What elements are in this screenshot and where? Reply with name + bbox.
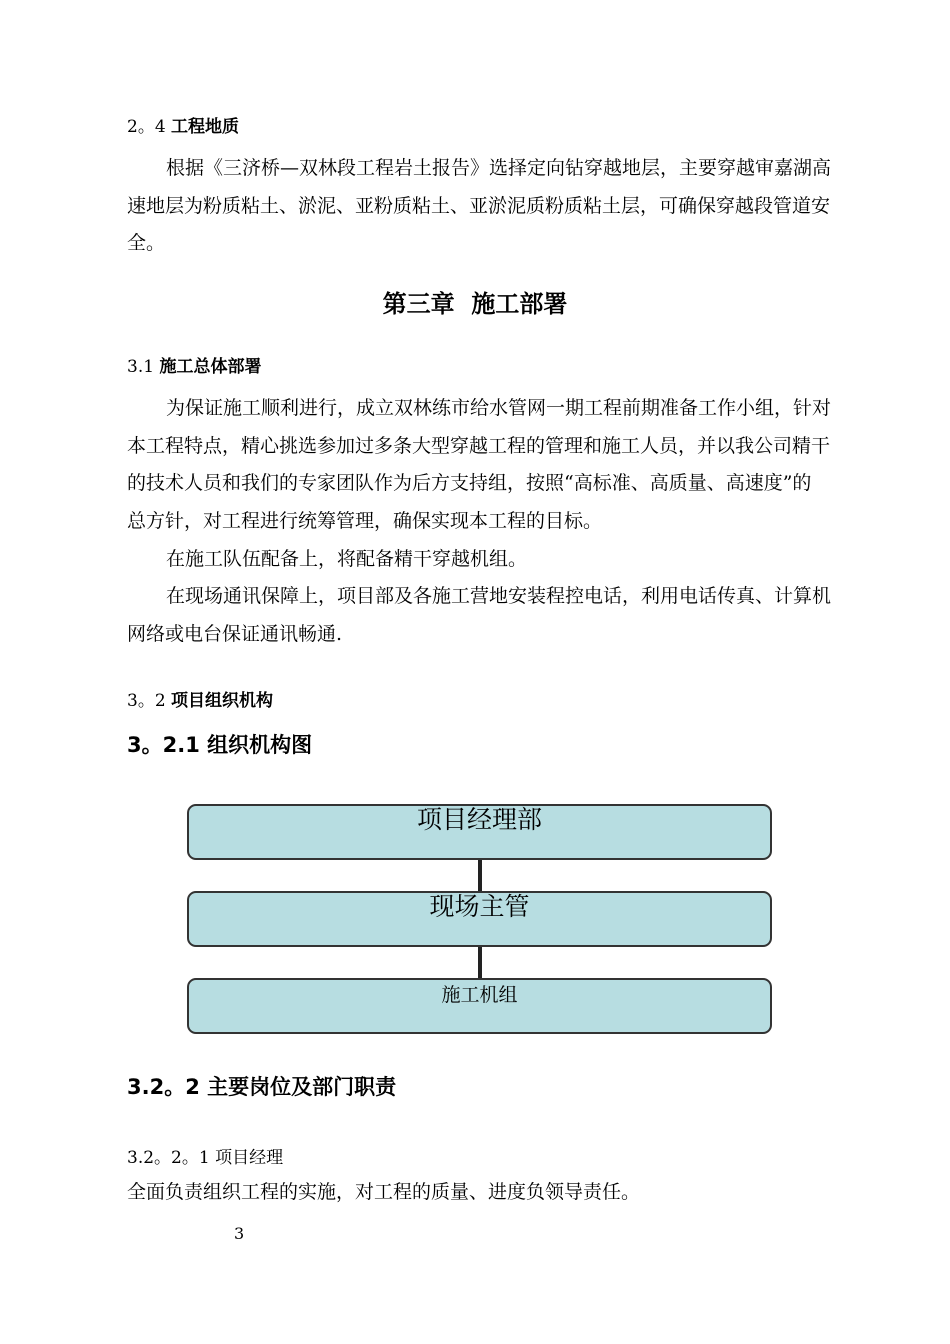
subsection-heading-3-2-2: 3.2。2 主要岗位及部门职责: [127, 1075, 397, 1099]
subsection-heading-3-2-2-1: 3.2。2。1 项目经理: [127, 1148, 284, 1168]
section-title: 施工总体部署: [159, 357, 262, 377]
paragraph-line: 在现场通讯保障上，项目部及各施工营地安装程控电话，利用电话传真、计算机: [166, 585, 832, 607]
org-box-label: 项目经理部: [416, 805, 542, 834]
paragraph-line: 速地层为粉质粘土、淤泥、亚粉质粘土、亚淤泥质粉质粘土层，可确保穿越段管道安: [127, 195, 831, 217]
section-number: 3。2: [127, 691, 166, 711]
paragraph-line: 全面负责组织工程的实施，对工程的质量、进度负领导责任。: [127, 1181, 641, 1203]
section-heading-3-1: [127, 352, 261, 377]
section-heading-3-2: [127, 686, 273, 711]
org-box-site-supervisor: [187, 891, 772, 947]
paragraph-line: 全。: [127, 232, 166, 254]
org-connector: [478, 860, 482, 892]
paragraph-line: 在施工队伍配备上，将配备精干穿越机组。: [166, 548, 528, 570]
paragraph-line: 网络或电台保证通讯畅通.: [127, 623, 343, 645]
org-box-construction-crew: [187, 978, 772, 1034]
paragraph-line: 的技术人员和我们的专家团队作为后方支持组，按照“高标准、高质量、高速度”的: [127, 472, 812, 494]
org-box-label: 施工机组: [441, 984, 518, 1006]
org-box-label: 现场主管: [429, 892, 530, 921]
section-title: 工程地质: [171, 117, 240, 137]
page-number: 3: [234, 1224, 245, 1243]
paragraph-line: 总方针，对工程进行统筹管理，确保实现本工程的目标。: [127, 510, 603, 532]
paragraph-line: 本工程特点，精心挑选参加过多条大型穿越工程的管理和施工人员，并以我公司精干: [127, 435, 831, 457]
section-title: 项目组织机构: [171, 691, 274, 711]
org-box-project-management: [187, 804, 772, 860]
org-connector: [478, 947, 482, 979]
section-number: 3.1: [127, 357, 155, 377]
section-heading-2-4: [127, 112, 239, 137]
section-number: 2。4: [127, 117, 166, 137]
paragraph-line: 为保证施工顺利进行，成立双林练市给水管网一期工程前期准备工作小组，针对: [166, 397, 832, 419]
subsection-heading-3-2-1: 3。2.1 组织机构图: [127, 733, 313, 757]
chapter-title: 第三章 施工部署: [382, 290, 568, 318]
paragraph-line: 根据《三济桥—双林段工程岩土报告》选择定向钻穿越地层，主要穿越审嘉湖高: [166, 157, 832, 179]
